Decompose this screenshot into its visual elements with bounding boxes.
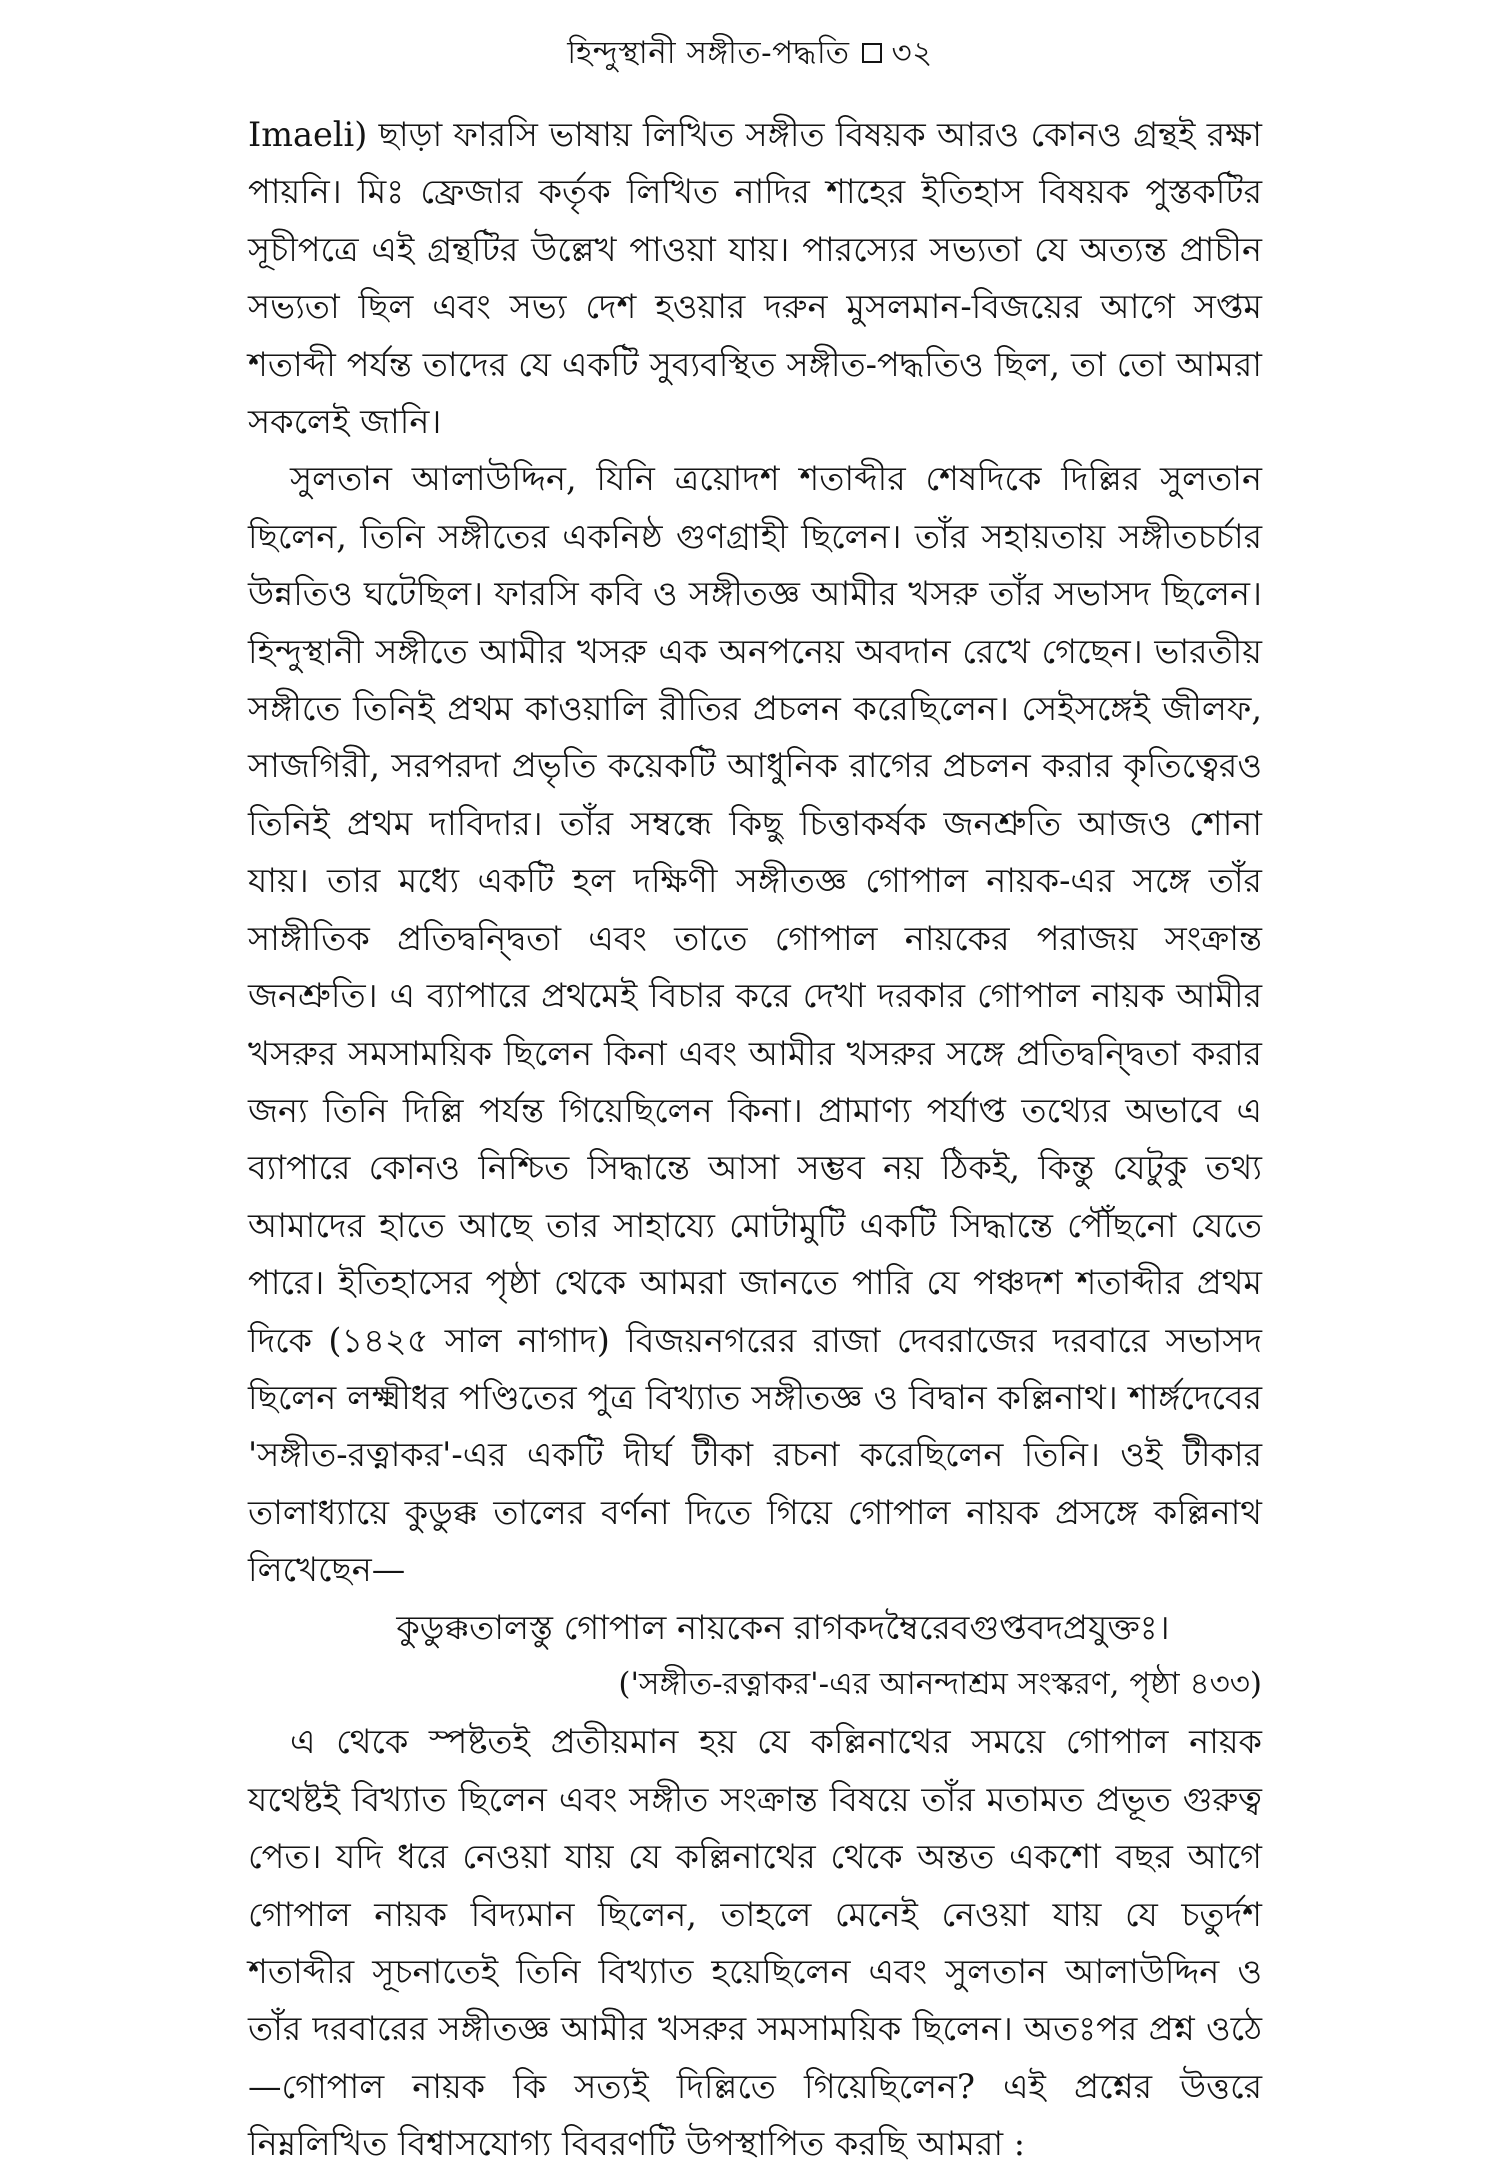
running-header xyxy=(0,30,1500,76)
square-bullet-icon xyxy=(862,43,882,63)
paragraph-2: সুলতান আলাউদ্দিন, যিনি ত্রয়োদশ শতাব্দীর শেষদিকে দিল্লির সুলতান ছিলেন, তিনি সঙ্গীতের একনিষ্ঠ গুণগ্রাহী ছিলেন। তাঁর সহায়তায় সঙ্গীতচর্চার উন্নতিও ঘটেছিল। ফারসি কবি ও সঙ্গীতজ্ঞ আমীর খসরু তাঁর সভাসদ ছিলেন। হিন্দুস্থানী সঙ্গীতে আমীর খসরু এক অনপনেয় অবদান রেখে গেছেন। ভারতীয় সঙ্গীতে তিনিই প্রথম কাওয়ালি রীতির প্রচলন করেছিলেন। সেইসঙ্গেই জীলফ, সাজগিরী, সরপরদা প্রভৃতি কয়েকটি আধুনিক রাগের প্রচলন করার কৃতিত্বেরও তিনিই প্রথম দাবিদার। তাঁর সম্বন্ধে কিছু চিত্তাকর্ষক জনশ্রুতি আজও শোনা যায়। তার মধ্যে একটি হল দক্ষিণী সঙ্গীতজ্ঞ গোপাল নায়ক-এর সঙ্গে তাঁর সাঙ্গীতিক প্রতিদ্বন্দ্বিতা এবং তাতে গোপাল নায়কের পরাজয় সংক্রান্ত জনশ্রুতি। এ ব্যাপারে প্রথমেই বিচার করে দেখা দরকার গোপাল নায়ক আমীর খসরুর সমসাময়িক ছিলেন কিনা এবং আমীর খসরুর সঙ্গে প্রতিদ্বন্দ্বিতা করার জন্য তিনি দিল্লি পর্যন্ত গিয়েছিলেন কিনা। প্রামাণ্য পর্যাপ্ত তথ্যের অভাবে এ ব্যাপারে কোনও নিশ্চিত সিদ্ধান্তে আসা সম্ভব নয় ঠিকই, কিন্তু যেটুকু তথ্য আমাদের হাতে আছে তার সাহায্যে মোটামুটি একটি সিদ্ধান্তে পৌঁছনো যেতে পারে। ইতিহাসের পৃষ্ঠা থেকে আমরা জানতে পারি যে পঞ্চদশ শতাব্দীর প্রথম দিকে (১৪২৫ সাল নাগাদ) বিজয়নগরের রাজা দেবরাজের দরবারে সভাসদ ছিলেন লক্ষ্মীধর পণ্ডিতের পুত্র বিখ্যাত সঙ্গীতজ্ঞ ও বিদ্বান কল্লিনাথ। শার্ঙ্গদেবের 'সঙ্গীত-রত্নাকর'-এর একটি দীর্ঘ টীকা রচনা করেছিলেন তিনি। ওই টীকার তালাধ্যায়ে কুডুক্ক তালের বর্ণনা দিতে গিয়ে গোপাল নায়ক প্রসঙ্গে কল্লিনাথ লিখেছেন— xyxy=(248,459,1262,1590)
body-text xyxy=(248,106,1262,2173)
quote-citation: ('সঙ্গীত-রত্নাকর'-এর আনন্দাশ্রম সংস্করণ, পৃষ্ঠা ৪৩৩) xyxy=(618,1665,1262,1702)
running-header-title: হিন্দুস্থানী সঙ্গীত-পদ্ধতি xyxy=(567,35,850,71)
paragraph-3: এ থেকে স্পষ্টতই প্রতীয়মান হয় যে কল্লিনাথের সময়ে গোপাল নায়ক যথেষ্টই বিখ্যাত ছিলেন এবং সঙ্গীত সংক্রান্ত বিষয়ে তাঁর মতামত প্রভূত গুরুত্ব পেত। যদি ধরে নেওয়া যায় যে কল্লিনাথের থেকে অন্তত একশো বছর আগে গোপাল নায়ক বিদ্যমান ছিলেন, তাহলে মেনেই নেওয়া যায় যে চতুর্দশ শতাব্দীর সূচনাতেই তিনি বিখ্যাত হয়েছিলেন এবং সুলতান আলাউদ্দিন ও তাঁর দরবারের সঙ্গীতজ্ঞ আমীর খসরুর সমসাময়িক ছিলেন। অতঃপর প্রশ্ন ওঠে—গোপাল নায়ক কি সত্যই দিল্লিতে গিয়েছিলেন? এই প্রশ্নের উত্তরে নিম্নলিখিত বিশ্বাসযোগ্য বিবরণটি উপস্থাপিত করছি আমরা : xyxy=(248,1722,1262,2164)
page-number: ৩২ xyxy=(891,35,933,71)
sanskrit-quote: কুডুক্কতালস্তু গোপাল নায়কেন রাগকদম্বৈরেবগুপ্তবদপ্রযুক্তঃ। xyxy=(396,1607,1170,1647)
paragraph-1: Imaeli) ছাড়া ফারসি ভাষায় লিখিত সঙ্গীত বিষয়ক আরও কোনও গ্রন্থই রক্ষা পায়নি। মিঃ ফ্রেজার কর্তৃক লিখিত নাদির শাহের ইতিহাস বিষয়ক পুস্তকটির সূচীপত্রে এই গ্রন্থটির উল্লেখ পাওয়া যায়। পারস্যের সভ্যতা যে অত্যন্ত প্রাচীন সভ্যতা ছিল এবং সভ্য দেশ হওয়ার দরুন মুসলমান-বিজয়ের আগে সপ্তম শতাব্দী পর্যন্ত তাদের যে একটি সুব্যবস্থিত সঙ্গীত-পদ্ধতিও ছিল, তা তো আমরা সকলেই জানি। xyxy=(248,115,1262,442)
